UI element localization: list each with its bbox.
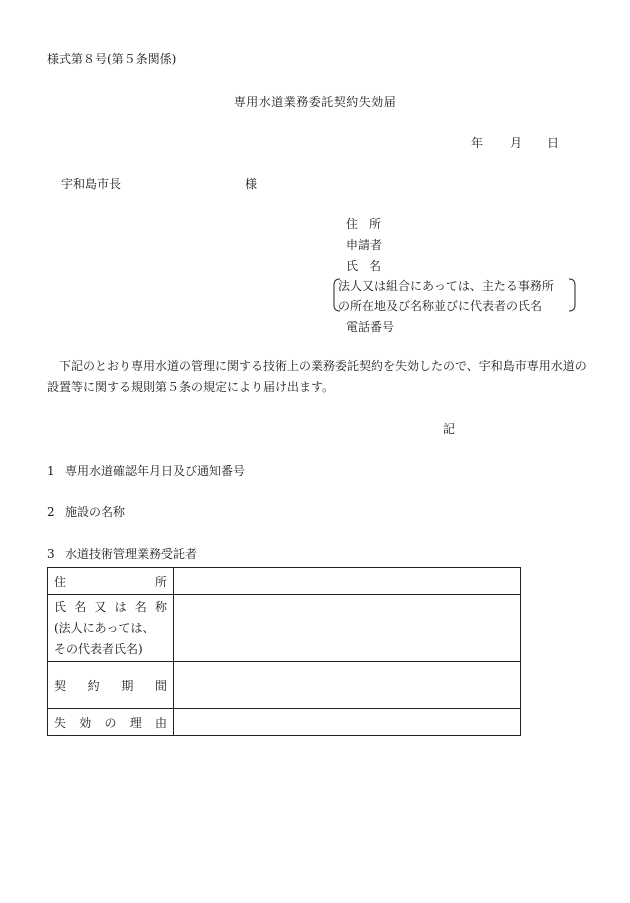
label-char: 期 [121, 678, 134, 693]
label-char: 住 [54, 574, 67, 589]
name-cell-value[interactable] [174, 595, 521, 662]
name-label: 氏名 [346, 259, 393, 273]
document-title: 専用水道業務委託契約失効届 [233, 95, 397, 109]
date-month-label: 月 [510, 136, 523, 150]
note-right-bracket [568, 278, 576, 312]
date-day-label: 日 [547, 136, 560, 150]
label-char: 約 [87, 678, 100, 693]
applicant-note-line1: 法人又は組合にあっては、主たる事務所 [338, 279, 554, 293]
label-char: 失 [54, 715, 67, 730]
label-char: 効 [79, 715, 92, 730]
label-char: 由 [154, 715, 167, 730]
reason-cell-value[interactable] [174, 709, 521, 736]
label-char: 理 [129, 715, 142, 730]
ki-text: 記 [442, 422, 455, 436]
label-char: 名 [134, 599, 147, 614]
contractor-table [47, 567, 521, 736]
address-cell-value[interactable] [174, 568, 521, 595]
label-char: 間 [154, 678, 167, 693]
item-2 [47, 503, 125, 520]
label-char: 氏 [54, 599, 67, 614]
table-row-reason [48, 709, 521, 736]
phone-label: 電話番号 [346, 320, 395, 334]
period-cell-label [48, 662, 174, 709]
body-paragraph: 下記のとおり専用水道の管理に関する技術上の業務委託契約を失効したので、宇和島市専用水道の設置等に関する規則第５条の規定により届け出ます。 [47, 359, 587, 394]
item-3 [47, 545, 197, 562]
label-char: 又 [94, 599, 107, 614]
table-row-name [48, 595, 521, 662]
recipient-honorific: 様 [245, 177, 258, 191]
table-row-address [48, 568, 521, 595]
item-3-label: 水道技術管理業務受託者 [65, 547, 198, 561]
period-label-text [54, 677, 167, 694]
label-char: 契 [54, 678, 67, 693]
date-year-label: 年 [471, 136, 484, 150]
label-char: は [114, 599, 127, 614]
address-label: 住所 [346, 217, 393, 231]
applicant-note-line2: の所在地及び名称並びに代表者の氏名 [338, 299, 543, 313]
address-cell-label [48, 568, 174, 595]
name-label-line2: (法人にあっては、 [54, 620, 155, 635]
reason-label-text [54, 714, 167, 731]
recipient-name: 宇和島市長 [61, 177, 122, 191]
form-number: 様式第８号(第５条関係) [47, 52, 177, 66]
label-char: の [104, 715, 117, 730]
item-2-number: 2 [47, 505, 55, 519]
label-char: 所 [154, 574, 167, 589]
ki-heading [0, 420, 630, 437]
item-2-label: 施設の名称 [65, 505, 126, 519]
label-char: 名 [74, 599, 87, 614]
period-cell-value[interactable] [174, 662, 521, 709]
item-3-number: 3 [47, 547, 55, 561]
applicant-label: 申請者 [346, 238, 383, 252]
table-row-period [48, 662, 521, 709]
reason-cell-label [48, 709, 174, 736]
item-1-number: 1 [47, 464, 55, 478]
name-label-line3: その代表者氏名) [54, 641, 143, 656]
item-1 [47, 462, 245, 479]
label-char: 称 [154, 599, 167, 614]
item-1-label: 専用水道確認年月日及び通知番号 [65, 464, 246, 478]
address-label-text [54, 573, 167, 590]
name-label-line1 [54, 597, 167, 618]
name-cell-label [48, 595, 174, 662]
